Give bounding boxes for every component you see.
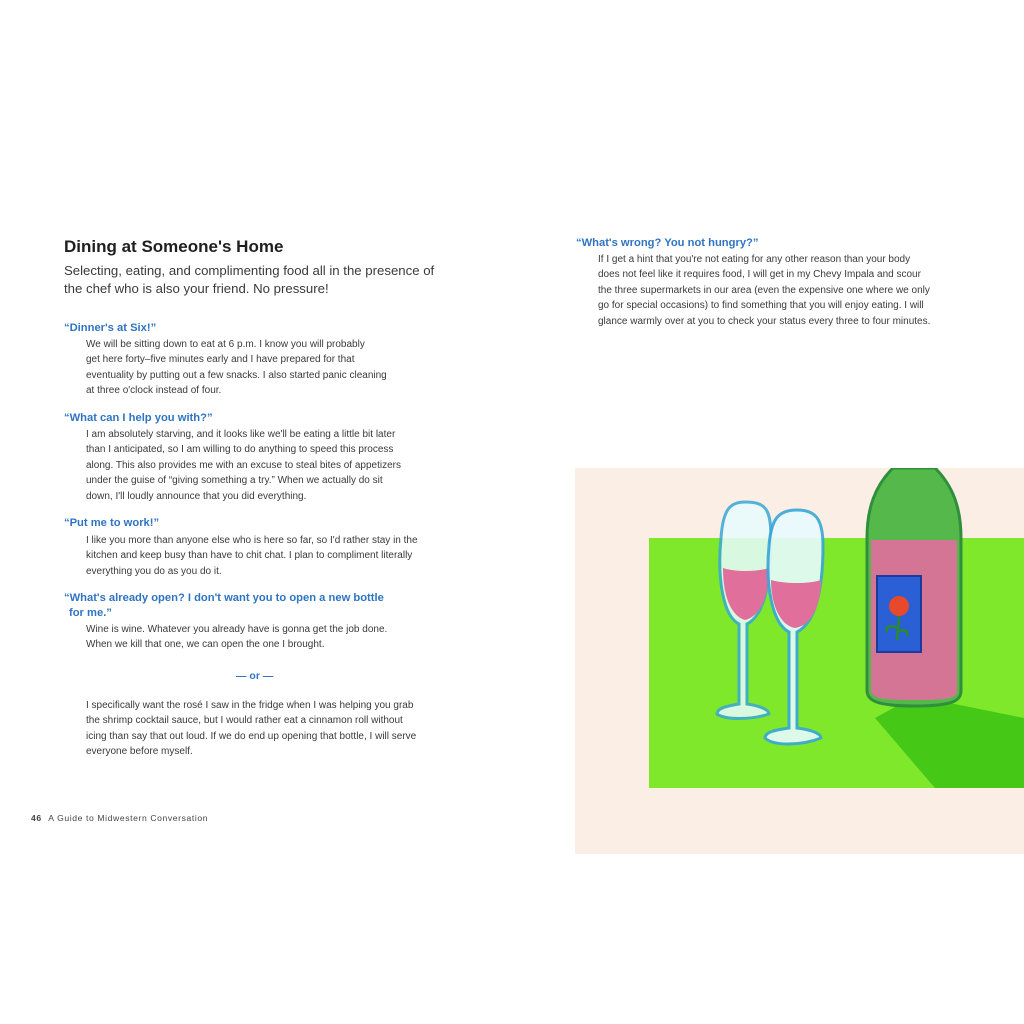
section-body-help [86,427,401,504]
body-line: glance warmly over at you to check your status every three to four minutes. [598,315,931,327]
body-line: the three supermarkets in our area (even the expensive one where we only [598,284,930,296]
body-line: If I get a hint that you're not eating for any other reason than your body [598,254,911,265]
body-line: I specifically want the rosé I saw in the fridge when I was helping you grab [86,700,414,711]
body-line: everyone before myself. [86,746,193,758]
chapter-subtitle: Selecting, eating, and complimenting food all in the presence of the chef who is also your friend. No pressure! [64,263,435,296]
section-body-already-open [86,622,387,653]
section-body-after-or [86,698,416,760]
heading-line: for me.” [69,607,112,619]
wine-bottle [867,468,961,706]
body-line: does not feel like it requires food, I will get in my Chevy Impala and scour [598,269,921,281]
body-line: than I anticipated, so I am willing to do anything to speed this process [86,444,394,456]
body-line: eventuality by putting out a few snacks. I also started panic cleaning [86,369,387,381]
section-heading-already-open [64,591,384,621]
body-line: under the guise of “giving something a try.” When we actually do sit [86,475,383,487]
section-heading-put-me-to-work: “Put me to work!” [64,517,160,529]
or-divider: — or — [236,670,274,682]
body-line: We will be sitting down to eat at 6 p.m. I know you will probably [86,339,365,350]
body-line: go for special occasions) to find something that you will enjoy eating. I will [598,300,924,312]
section-heading-help: “What can I help you with?” [64,412,213,424]
section-body-not-hungry [598,252,930,329]
heading-line: “What's already open? I don't want you to open a new bottle [64,592,384,604]
section-body-dinner-at-six [86,337,387,399]
body-line: down, I'll loudly announce that you did everything. [86,490,307,502]
body-line: When we kill that one, we can open the one I brought. [86,639,325,651]
body-line: I am absolutely starving, and it looks like we'll be eating a little bit later [86,429,396,440]
page-footer [31,813,208,823]
section-body-put-me-to-work [86,533,418,579]
body-line: Wine is wine. Whatever you already have is gonna get the job done. [86,624,388,635]
rose-icon [889,596,909,616]
section-heading-dinner-at-six: “Dinner's at Six!” [64,322,157,334]
body-line: everything you do as you do it. [86,565,222,577]
wine-illustration [575,468,1024,854]
body-line: along. This also provides me with an excuse to steal bites of appetizers [86,459,401,471]
page-number: 46 [31,813,42,823]
body-line: the shrimp cocktail sauce, but I would rather eat a cinnamon roll without [86,715,403,727]
body-line: at three o'clock instead of four. [86,385,222,397]
body-line: I like you more than anyone else who is here so far, so I'd rather stay in the [86,535,418,546]
body-line: get here forty–five minutes early and I have prepared for that [86,354,355,366]
section-heading-not-hungry: “What's wrong? You not hungry?” [576,237,759,249]
body-line: icing than say that out loud. If we do end up opening that bottle, I will serve [86,730,417,742]
chapter-title: Dining at Someone's Home [64,237,284,256]
running-title: A Guide to Midwestern Conversation [48,813,209,823]
body-line: kitchen and keep busy than have to chit chat. I plan to compliment literally [86,550,413,562]
